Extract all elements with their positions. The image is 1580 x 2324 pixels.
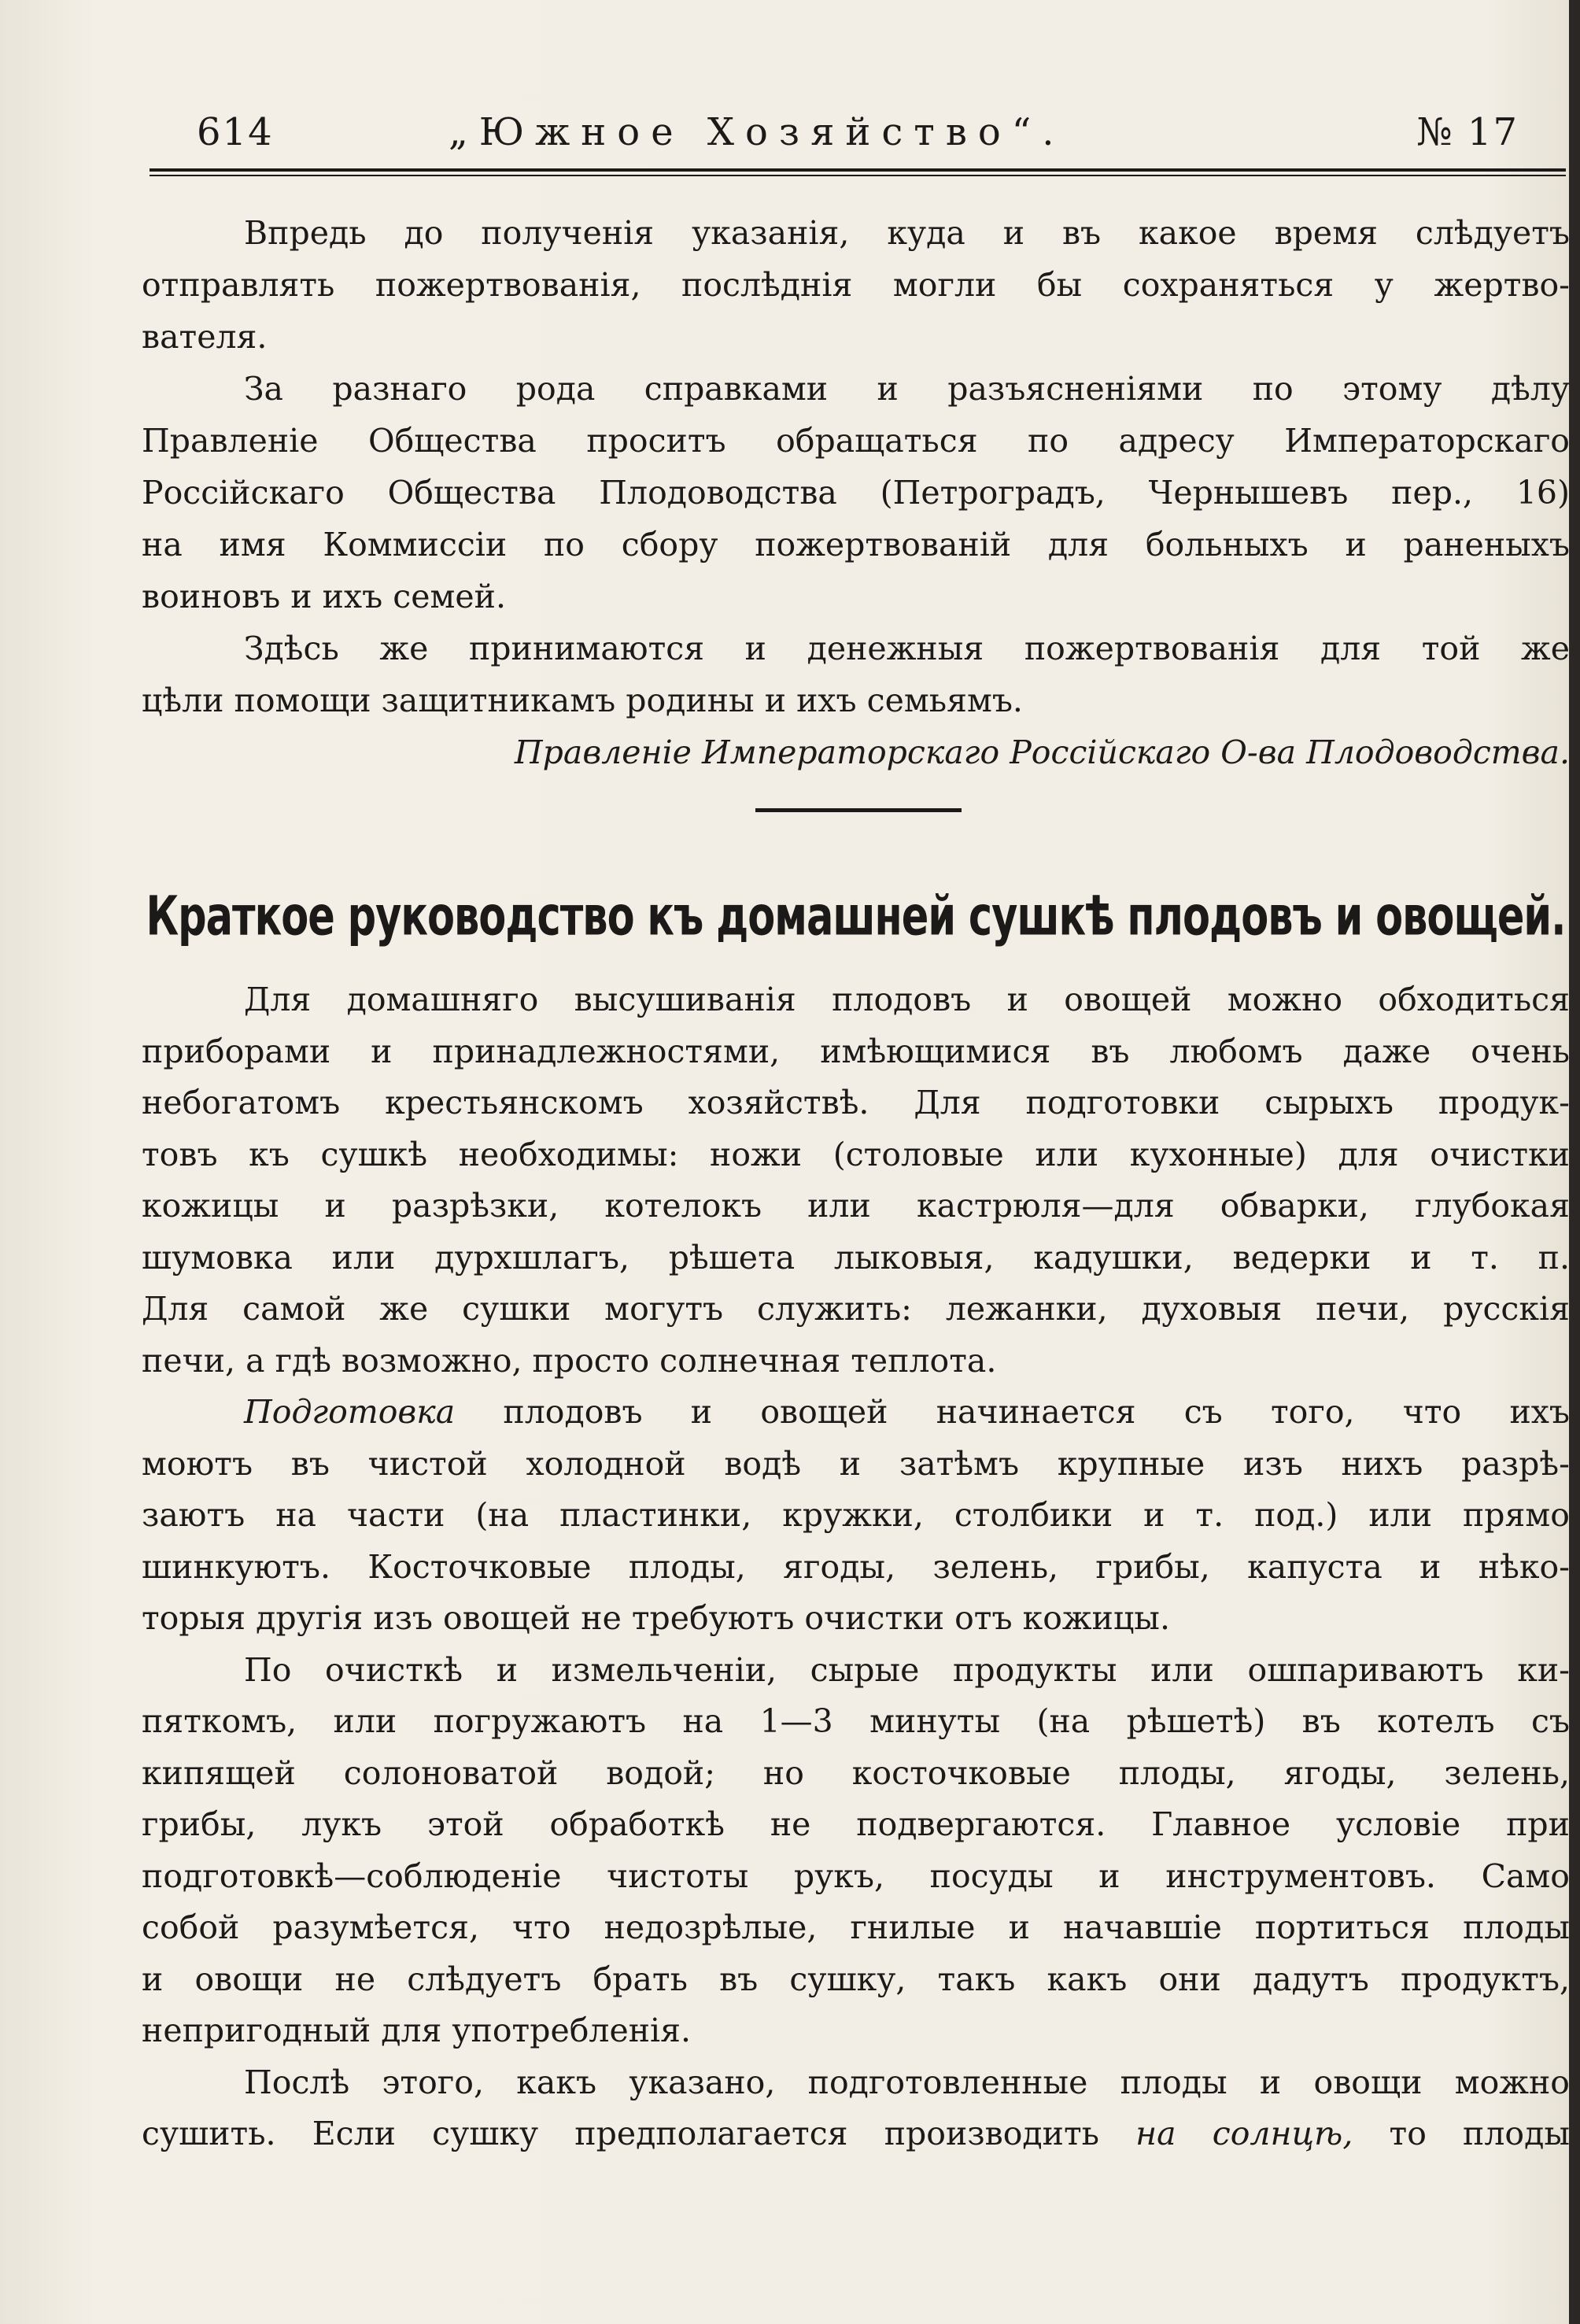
text-line: Здѣсь же принимаются и денежныя пожертвованія для той же bbox=[244, 630, 1570, 667]
text-line: Правленіе Общества проситъ обращаться по адресу Императорскаго bbox=[142, 422, 1570, 460]
text-line: Россійскаго Общества Плодоводства (Петроградъ, Чернышевъ пер., 16) bbox=[142, 474, 1570, 512]
text-run: сушить. Если сушку предполагается производить bbox=[142, 2115, 1099, 2152]
italic-phrase: на солнцѣ, bbox=[1135, 2115, 1353, 2152]
text-line: небогатомъ крестьянскомъ хозяйствѣ. Для подготовки сырыхъ продук- bbox=[142, 1084, 1570, 1121]
text-line bbox=[142, 1387, 1570, 1439]
text-line: Для домашняго высушиванія плодовъ и овощей можно обходиться bbox=[244, 981, 1570, 1018]
section-separator bbox=[755, 808, 962, 812]
text-line: грибы, лукъ этой обработкѣ не подвергаются. Главное условіе при bbox=[142, 1805, 1570, 1843]
text-line: собой разумѣется, что недозрѣлые, гнилые и начавшіе портиться плоды bbox=[142, 1908, 1570, 1946]
text-line: печи, а гдѣ возможно, просто солнечная теплота. bbox=[142, 1341, 997, 1380]
text-line: подготовкѣ—соблюденіе чистоты рукъ, посуды и инструментовъ. Само bbox=[142, 1857, 1570, 1895]
text-line: Для самой же сушки могутъ служить: лежанки, духовыя печи, русскія bbox=[142, 1290, 1570, 1328]
text-line: вателя. bbox=[142, 318, 268, 356]
text-line: товъ къ сушкѣ необходимы: ножи (столовые или кухонные) для очистки bbox=[142, 1135, 1570, 1173]
journal-title: „Южное Хозяйство“. bbox=[449, 110, 1065, 154]
signature: Правленіе Императорскаго Россійскаго О-ва Плодоводства. bbox=[514, 733, 1570, 771]
text-line: заютъ на части (на пластинки, кружки, столбики и т. под.) или прямо bbox=[142, 1496, 1570, 1534]
header-rule bbox=[150, 168, 1566, 172]
text-line: пяткомъ, или погружаютъ на 1—3 минуты (на рѣшетѣ) въ котелъ съ bbox=[142, 1702, 1570, 1740]
text-line: и овощи не слѣдуетъ брать въ сушку, такъ какъ они дадутъ продуктъ, bbox=[142, 1960, 1570, 1998]
text-line: на имя Коммиссіи по сбору пожертвованій для больныхъ и раненыхъ bbox=[142, 526, 1570, 563]
text-line: шумовка или дурхшлагъ, рѣшета лыковыя, кадушки, ведерки и т. п. bbox=[142, 1238, 1570, 1277]
text-line: воиновъ и ихъ семей. bbox=[142, 578, 506, 615]
text-line: По очисткѣ и измельченіи, сырые продукты или ошпариваютъ ки- bbox=[244, 1650, 1570, 1689]
text-line: моютъ въ чистой холодной водѣ и затѣмъ крупные изъ нихъ разрѣ- bbox=[142, 1444, 1570, 1483]
book-spine-edge bbox=[1569, 0, 1580, 2324]
page-number: 614 bbox=[197, 110, 274, 154]
article-body bbox=[142, 974, 1570, 2160]
text-line: Послѣ этого, какъ указано, подготовленные плоды и овощи можно bbox=[244, 2063, 1570, 2101]
text-line: кипящей солоноватой водой; но косточковые плоды, ягоды, зелень, bbox=[142, 1753, 1570, 1792]
text-run: плодовъ и овощей начинается съ того, что ихъ bbox=[503, 1393, 1570, 1431]
text-line: кожицы и разрѣзки, котелокъ или кастрюля—для обварки, глубокая bbox=[142, 1187, 1570, 1225]
issue-number: № 17 bbox=[1416, 110, 1519, 154]
article-title: Краткое руководство къ домашней сушкѣ плодовъ и овощей. bbox=[146, 885, 1566, 948]
text-line: отправлять пожертвованія, послѣднія могли бы сохраняться у жертво- bbox=[142, 266, 1570, 304]
text-line: непригодный для употребленія. bbox=[142, 2012, 692, 2049]
header-rule-thin bbox=[150, 175, 1566, 176]
text-line: приборами и принадлежностями, имѣющимися въ любомъ даже очень bbox=[142, 1032, 1570, 1070]
text-line: шинкуютъ. Косточковые плоды, ягоды, зелень, грибы, капуста и нѣко- bbox=[142, 1547, 1570, 1586]
text-line: За разнаго рода справками и разъясненіями по этому дѣлу bbox=[244, 370, 1570, 408]
text-run: то плоды bbox=[1389, 2115, 1570, 2152]
text-line: цѣли помощи защитникамъ родины и ихъ семьямъ. bbox=[142, 682, 1023, 719]
text-line: торыя другія изъ овощей не требуютъ очистки отъ кожицы. bbox=[142, 1599, 1170, 1637]
notice-block bbox=[142, 207, 1570, 778]
italic-lead: Подготовка bbox=[244, 1393, 456, 1431]
running-head bbox=[150, 110, 1534, 165]
text-line: Впредь до полученія указанія, куда и въ какое время слѣдуетъ bbox=[244, 214, 1570, 252]
text-line bbox=[142, 2108, 1570, 2160]
